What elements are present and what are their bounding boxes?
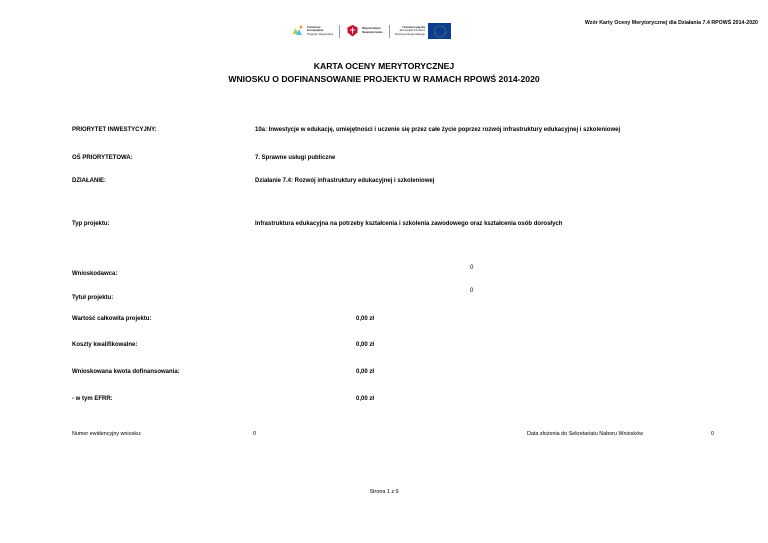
field-label: Tytuł projektu: [72, 295, 114, 301]
document-header [0, 10, 768, 38]
value-tytul-projektu: 0 [470, 288, 474, 294]
field-value: Działanie 7.4: Rozwój infrastruktury edukacyjnej i szkoleniowej [255, 178, 435, 184]
field-value: 10a: Inwestycje w edukację, umiejętności i uczenie się przez całe życie poprzez rozwój infrastruktury edukacyjnej i szkoleniowej [255, 127, 621, 133]
field-label: Koszty kwalifikowalne: [72, 342, 138, 348]
data-zlozenia-value: 0 [711, 431, 714, 437]
fundusze-europejskie-label: Fundusze Europejskie Program Regionalny [307, 24, 334, 36]
field-label: PRIORYTET INWESTYCYJNY: [72, 127, 157, 133]
logo-divider [339, 25, 340, 38]
page-title-line2: WNIOSKU O DOFINANSOWANIE PROJEKTU W RAMACH RPOWŚ 2014-2020 [228, 74, 540, 85]
wojewodztwo-swietokrzyskie-logo [346, 23, 383, 39]
field-value: 0,00 zł [356, 396, 375, 402]
fundusze-europejskie-icon [291, 24, 304, 38]
field-value: 0,00 zł [356, 342, 375, 348]
field-label: Wnioskowana kwota dofinansowania: [72, 369, 180, 375]
field-label: - w tym EFRR: [72, 396, 113, 402]
field-value: Infrastruktura edukacyjna na potrzeby kształcenia i szkolenia zawodowego oraz kształcenia osób dorosłych [255, 221, 563, 227]
field-label: Wartość całkowita projektu: [72, 316, 152, 322]
page-footer: Strona 1 z 9 [369, 489, 399, 495]
herb-swietokrzyskie-icon [346, 24, 359, 38]
logo-strip [291, 22, 451, 40]
logo-divider-2 [389, 25, 390, 38]
unia-europejska-logo [395, 23, 451, 39]
field-label: Typ projektu: [72, 221, 110, 227]
page-title [0, 60, 768, 87]
value-wnioskodawca: 0 [470, 265, 474, 271]
numer-ewidencyjny-value: 0 [253, 431, 256, 437]
field-value: 0,00 zł [356, 316, 375, 322]
data-zlozenia-label: Data złożenia do Sekretariatu Naboru Wniosków [527, 431, 643, 437]
field-label: Wnioskodawca: [72, 271, 118, 277]
numer-ewidencyjny-label: Numer ewidencyjny wniosku: [72, 431, 142, 437]
field-value: 7. Sprawne usługi publiczne [255, 155, 336, 161]
unia-europejska-label: Unia Europejska Europejski Fundusz Rozwoju Regionalnego [395, 24, 426, 36]
fundusze-europejskie-logo [291, 23, 333, 39]
page-title-line1: KARTA OCENY MERYTORYCZNEJ [313, 61, 455, 71]
eu-flag-icon [428, 23, 451, 39]
wojewodztwo-label: Województwo Świętokrzyskie [361, 26, 383, 34]
header-note: Wzór Karty Oceny Merytorycznej dla Działania 7.4 RPOWŚ 2014-2020 [584, 20, 758, 26]
field-label: OŚ PRIORYTETOWA: [72, 155, 133, 161]
field-label: DZIAŁANIE: [72, 178, 106, 184]
field-value: 0,00 zł [356, 369, 375, 375]
